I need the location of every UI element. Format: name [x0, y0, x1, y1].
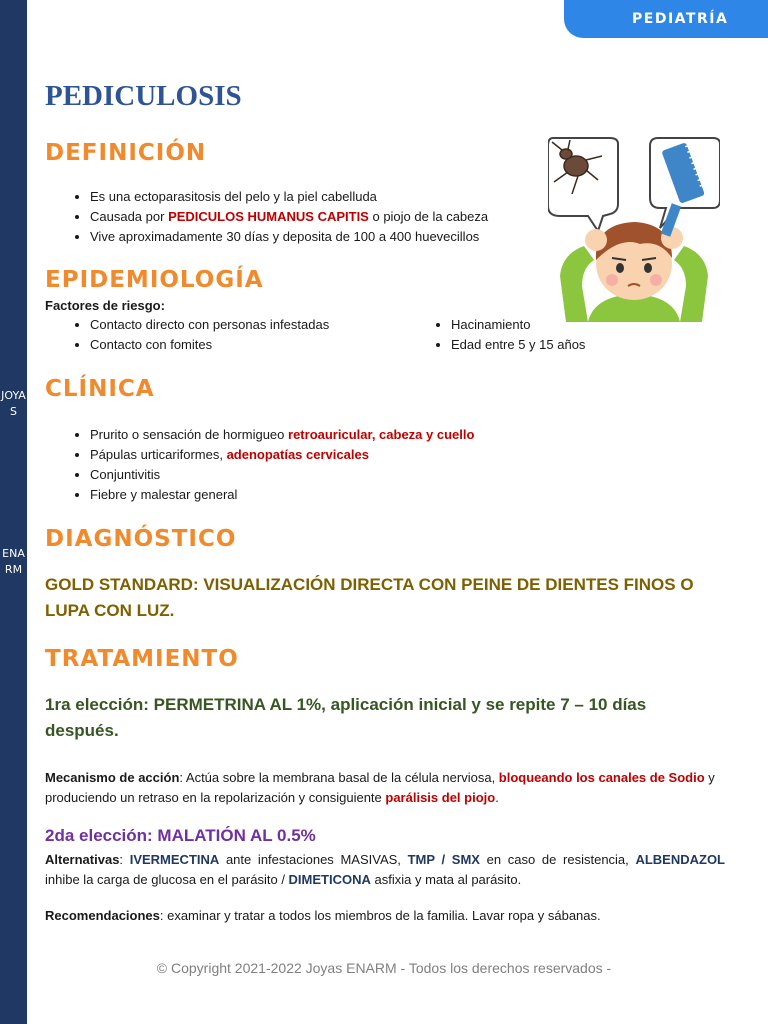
definicion-list	[45, 187, 488, 247]
definicion-b2-highlight: PEDICULOS HUMANUS CAPITIS	[168, 209, 369, 224]
list-item	[90, 187, 488, 207]
list-item	[90, 335, 329, 355]
page-title: PEDICULOSIS	[45, 80, 242, 112]
mecanismo-label: Mecanismo de acción	[45, 770, 180, 785]
epi-right-1: Hacinamiento	[451, 317, 531, 332]
tratamiento-segunda-eleccion: 2da elección: MALATIÓN AL 0.5%	[45, 826, 316, 845]
heading-definicion: DEFINICIÓN	[45, 140, 207, 166]
clinica-b1-highlight: retroauricular, cabeza y cuello	[288, 427, 475, 442]
clinica-b1-pre: Prurito o sensación de hormigueo	[90, 427, 289, 442]
alt-text-4: inhibe la carga de glucosa en el parásito /	[45, 872, 289, 887]
list-item	[90, 485, 474, 505]
heading-epidemiologia: EPIDEMIOLOGÍA	[45, 267, 264, 293]
epi-left-2: Contacto con fomites	[90, 337, 213, 352]
mecanismo-text-1: : Actúa sobre la membrana basal de la célula nerviosa,	[179, 770, 499, 785]
recomendaciones	[45, 906, 725, 926]
alt-drug-3: ALBENDAZOL	[635, 852, 725, 867]
list-item	[90, 227, 488, 247]
alt-drug-1: IVERMECTINA	[129, 852, 220, 867]
sidebar-text-joyas: JOYAS	[1, 389, 26, 418]
heading-clinica: CLÍNICA	[45, 376, 155, 402]
sidebar-text-enarm: ENARM	[2, 547, 25, 576]
list-item	[90, 207, 488, 227]
mecanismo-text-2: y produciendo un retraso en la repolarización y consiguiente	[45, 770, 715, 805]
alt-drug-4: DIMETICONA	[288, 872, 371, 887]
clinica-list	[45, 425, 474, 505]
copyright-footer: © Copyright 2021-2022 Joyas ENARM - Todos los derechos reservados -	[156, 960, 612, 976]
epidemiologia-left-list	[45, 315, 329, 355]
clinica-b3: Conjuntivitis	[90, 467, 161, 482]
list-item	[90, 445, 474, 465]
definicion-b3: Vive aproximadamente 30 días y deposita de 100 a 400 huevecillos	[90, 229, 480, 244]
list-item	[90, 315, 329, 335]
alternativas-label: Alternativas	[45, 852, 120, 867]
list-item	[90, 425, 474, 445]
definicion-b1: Es una ectoparasitosis del pelo y la piel cabelluda	[90, 189, 377, 204]
heading-diagnostico: DIAGNÓSTICO	[45, 526, 237, 552]
definicion-b2-pre: Causada por	[90, 209, 169, 224]
mecanismo-text-3: .	[495, 790, 499, 805]
definicion-b2-post: o piojo de la cabeza	[368, 209, 489, 224]
clinica-b4: Fiebre y malestar general	[90, 487, 238, 502]
alternativas	[45, 850, 725, 890]
section-tab: PEDIATRÍA	[564, 0, 768, 38]
mecanismo-highlight-1: bloqueando los canales de Sodio	[498, 770, 705, 785]
clinica-b2-pre: Pápulas urticariformes,	[90, 447, 227, 462]
list-item	[451, 315, 585, 335]
epi-right-2: Edad entre 5 y 15 años	[451, 337, 586, 352]
alt-drug-2: TMP / SMX	[407, 852, 480, 867]
factores-riesgo-label: Factores de riesgo:	[45, 298, 165, 313]
diagnostico-gold-standard: GOLD STANDARD: VISUALIZACIÓN DIRECTA CON PEINE DE DIENTES FINOS O LUPA CON LUZ.	[45, 575, 694, 620]
heading-tratamiento: TRATAMIENTO	[45, 646, 239, 672]
epi-left-1: Contacto directo con personas infestadas	[90, 317, 330, 332]
alt-text-3: en caso de resistencia,	[479, 852, 636, 867]
child-lice-illustration	[548, 136, 720, 322]
sidebar	[0, 0, 27, 1024]
tratamiento-primera-eleccion: 1ra elección: PERMETRINA AL 1%, aplicación inicial y se repite 7 – 10 días después.	[45, 695, 647, 740]
epidemiologia-right-list	[406, 315, 585, 355]
list-item	[451, 335, 585, 355]
clinica-b2-highlight: adenopatías cervicales	[226, 447, 369, 462]
alt-text-5: asfixia y mata al parásito.	[370, 872, 522, 887]
mecanismo-highlight-2: parálisis del piojo	[385, 790, 496, 805]
alt-text-1: :	[119, 852, 130, 867]
recomendaciones-label: Recomendaciones	[45, 908, 160, 923]
list-item	[90, 465, 474, 485]
mecanismo-accion	[45, 768, 725, 808]
recomendaciones-text: : examinar y tratar a todos los miembros de la familia. Lavar ropa y sábanas.	[159, 908, 601, 923]
alt-text-2: ante infestaciones MASIVAS,	[219, 852, 408, 867]
